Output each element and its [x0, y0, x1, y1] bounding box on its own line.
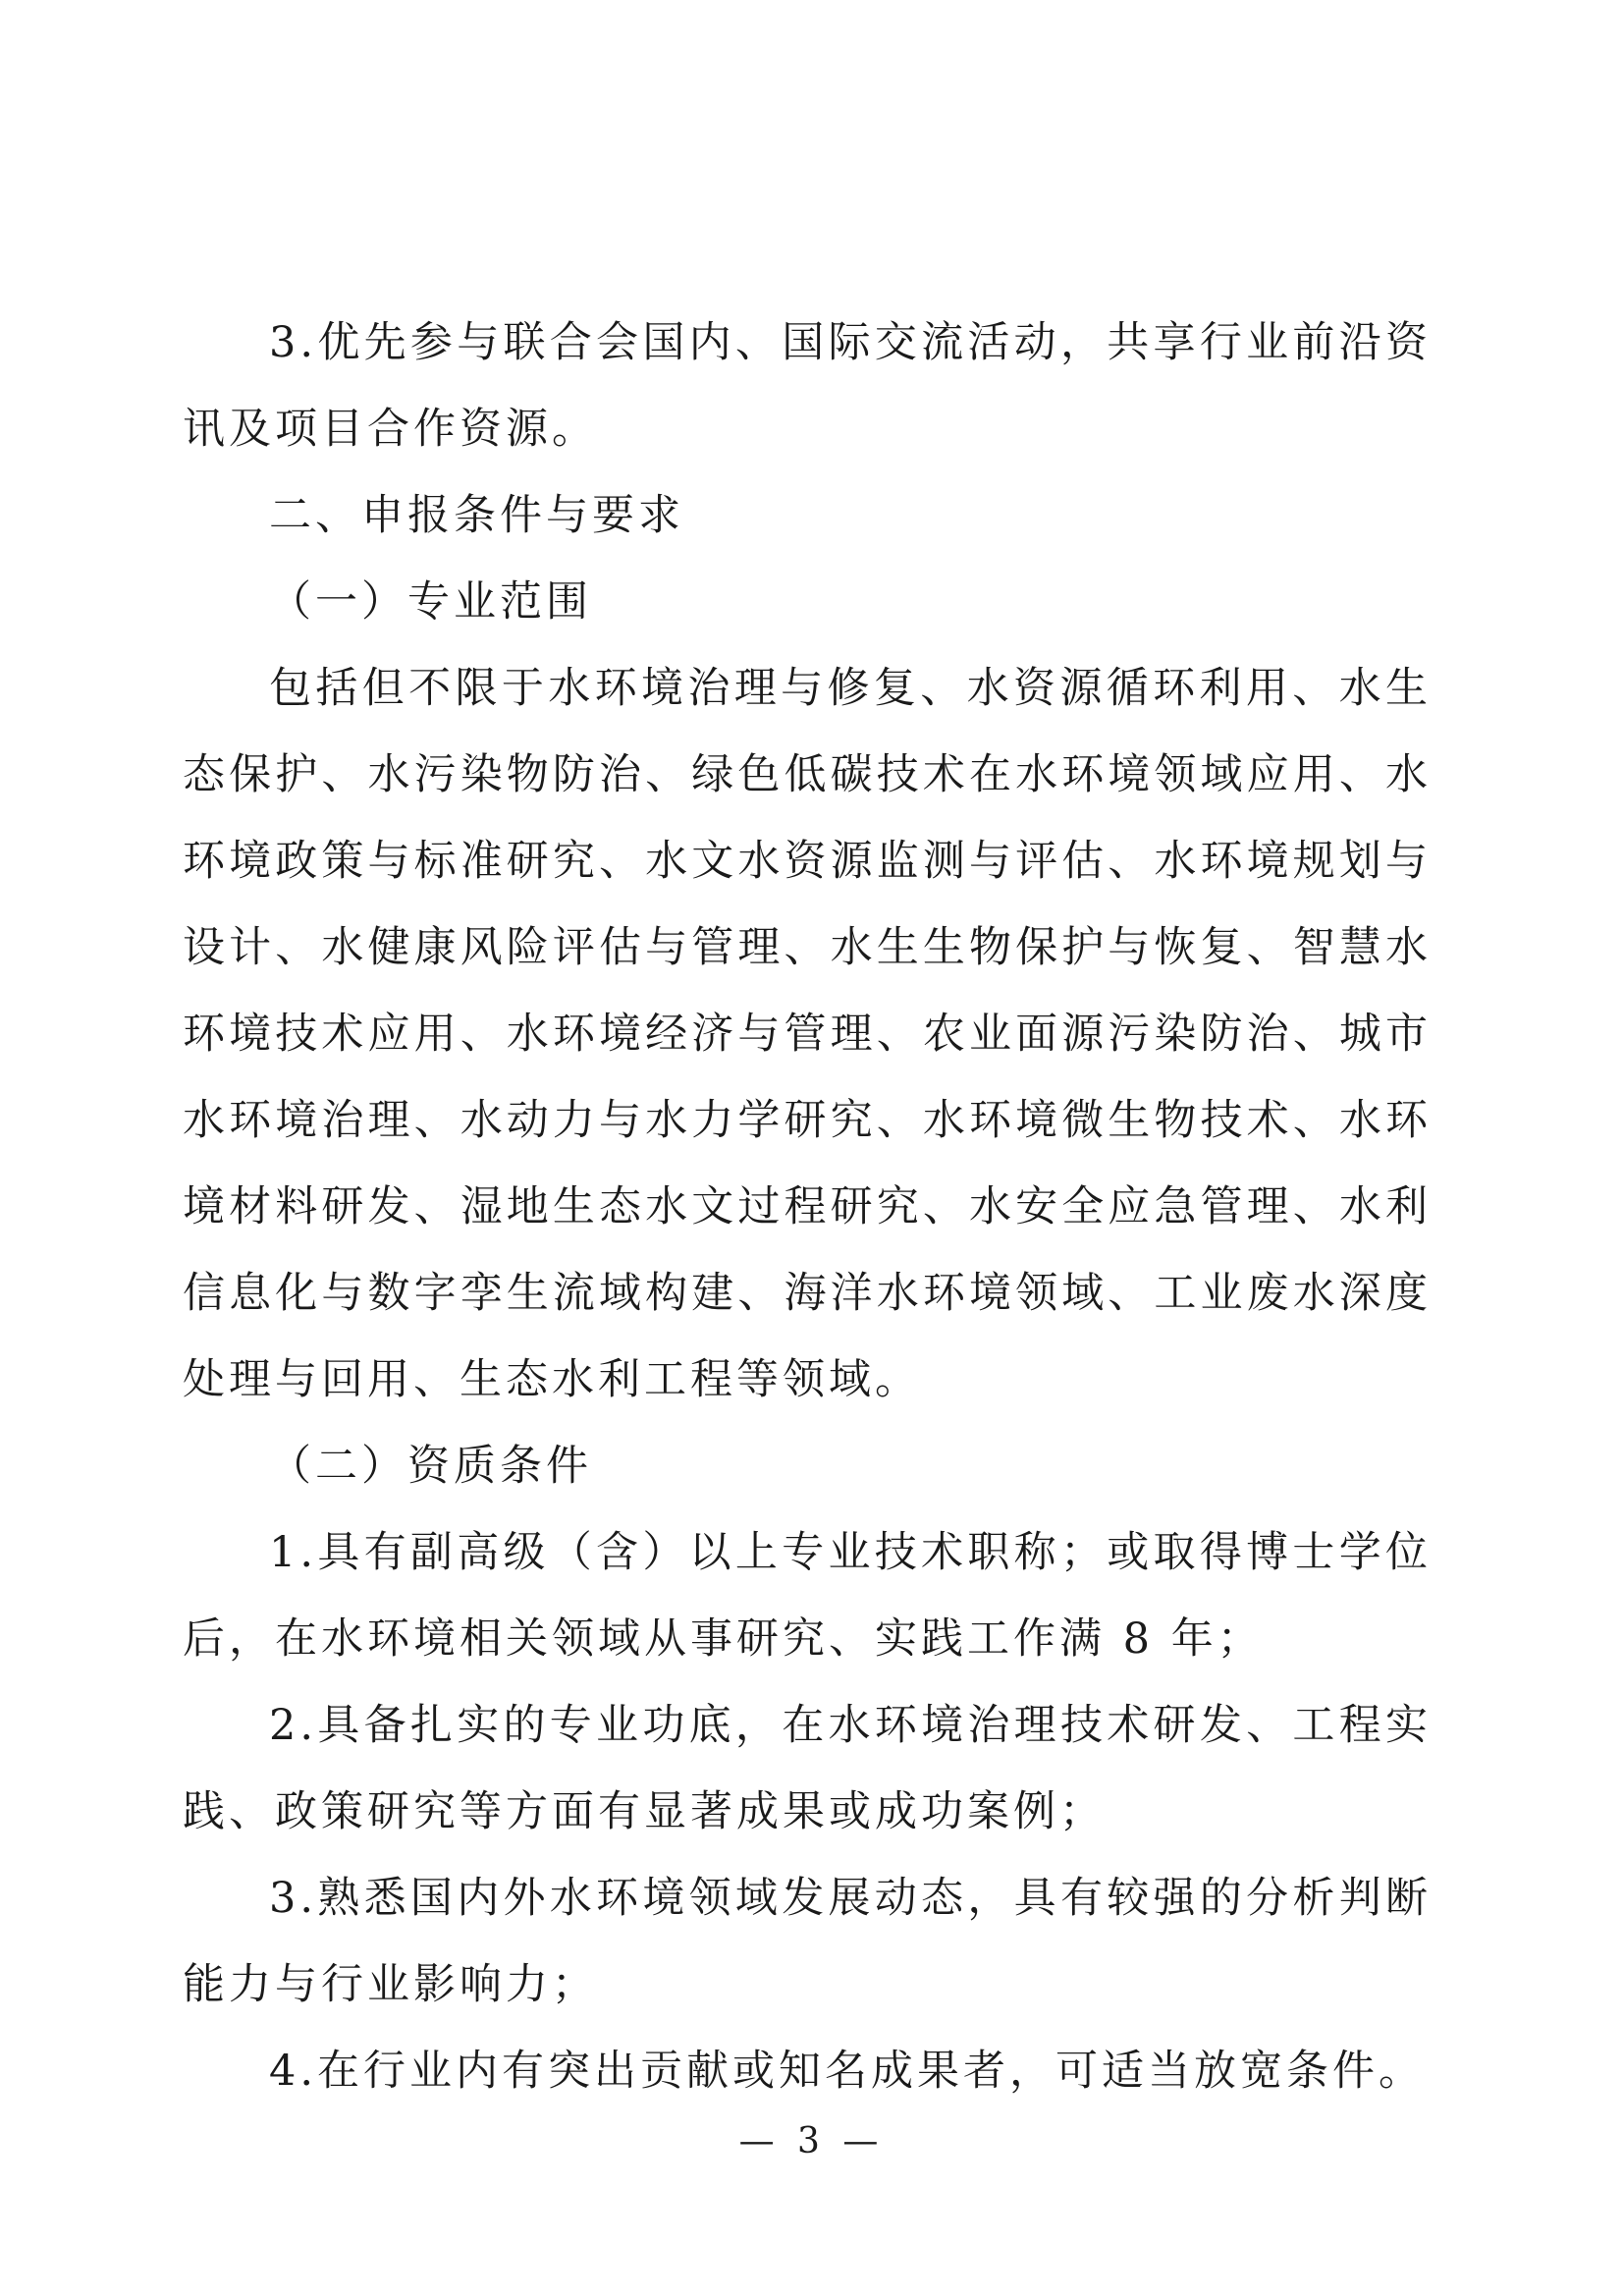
section-heading-requirements: 二、申报条件与要求: [269, 491, 684, 540]
qualification-item-4: 4.在行业内有突出贡献或知名成果者，可适当放宽条件。: [269, 2047, 1426, 2096]
benefit-item-3: 3.优先参与联合会国内、国际交流活动，共享行业前沿资讯及项目合作资源。: [183, 318, 1432, 454]
qualification-item-3: 3.熟悉国内外水环境领域发展动态，具有较强的分析判断能力与行业影响力；: [183, 1874, 1432, 2009]
document-body: [183, 300, 1432, 2114]
qualification-item-2: 2.具备扎实的专业功底，在水环境治理技术研发、工程实践、政策研究等方面有显著成果或成功案例；: [183, 1701, 1432, 1836]
scope-paragraph: 包括但不限于水环境治理与修复、水资源循环利用、水生态保护、水污染物防治、绿色低碳技术在水环境领域应用、水环境政策与标准研究、水文水资源监测与评估、水环境规划与设计、水健康风险评估与管理、水生生物保护与恢复、智慧水环境技术应用、水环境经济与管理、农业面源污染防治、城市水环境治理、水动力与水力学研究、水环境微生物技术、水环境材料研发、湿地生态水文过程研究、水安全应急管理、水利信息化与数字孪生流域构建、海洋水环境领域、工业废水深度处理与回用、生态水利工程等领域。: [183, 664, 1432, 1404]
page-number: — 3 —: [738, 2121, 885, 2161]
subsection-heading-scope: （一）专业范围: [269, 577, 592, 627]
subsection-heading-qualifications: （二）资质条件: [269, 1442, 592, 1491]
qualification-item-1: 1.具有副高级（含）以上专业技术职称；或取得博士学位后，在水环境相关领域从事研究、实践工作满 8 年；: [183, 1528, 1432, 1664]
